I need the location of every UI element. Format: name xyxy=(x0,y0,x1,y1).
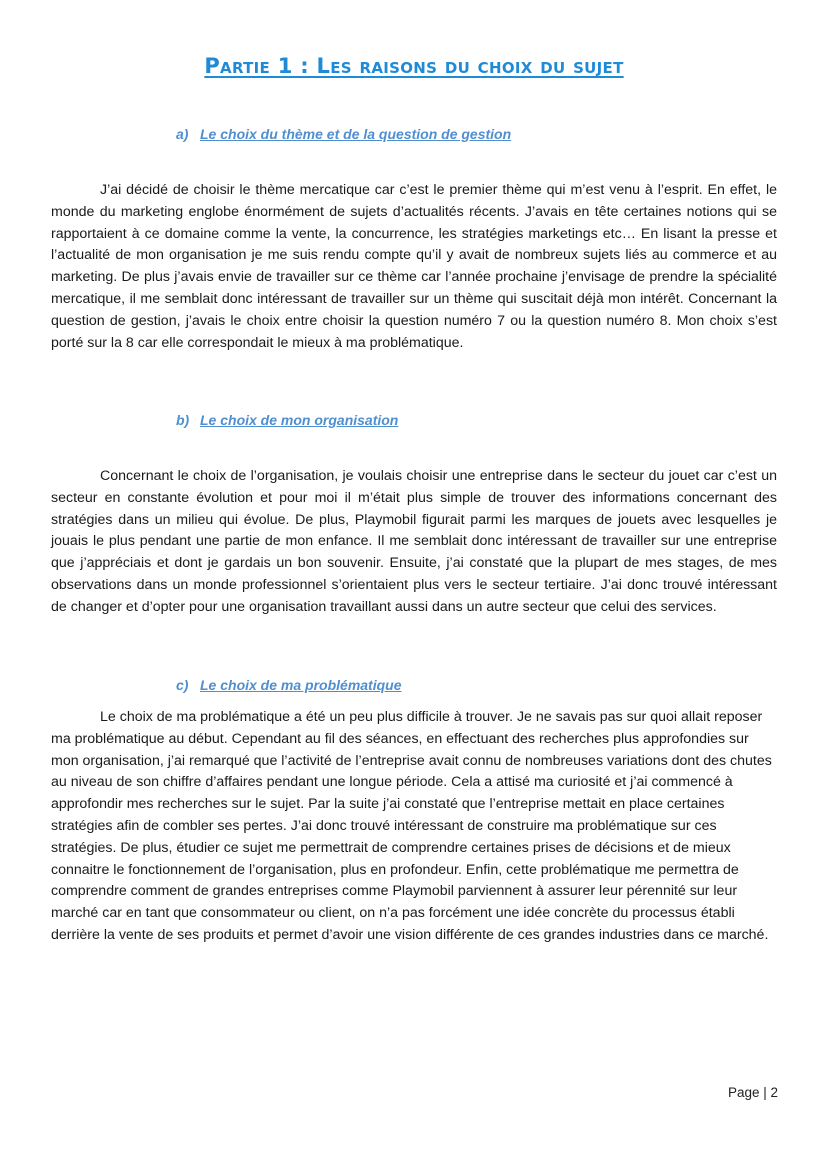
section-paragraph-b: Concernant le choix de l’organisation, je voulais choisir une entreprise dans le secteur du jouet car c’est un secteur en constante évolution et pour moi il m’était plus simple de trouver des informations concernant des stratégies dans un milieu qui évolue. De plus, Playmobil figurait parmi les marques de jouets avec lesquelles je jouais le plus pendant une partie de mon enfance. Il me semblait donc intéressant de travailler sur une entreprise que j’appréciais et dont je gardais un bon souvenir. Ensuite, j’ai constaté que la plupart de mes stages, de mes observations dans un monde professionnel s’orientaient plus vers le secteur tertiaire. J’ai donc trouvé intéressant de changer et d’opter pour une organisation travaillant aussi dans un autre secteur que celui des services. xyxy=(51,468,777,615)
section-heading-text: Le choix de mon organisation xyxy=(200,412,399,428)
section-heading-text: Le choix de ma problématique xyxy=(200,677,402,693)
section-letter: b) xyxy=(176,412,190,428)
section-heading-b xyxy=(176,412,398,428)
section-paragraph-c: Le choix de ma problématique a été un peu plus difficile à trouver. Je ne savais pas sur quoi allait reposer ma problématique au début. Cependant au fil des séances, en effectuant des recherches plus approfondies sur mon organisation, j’ai remarqué que l’activité de l’entreprise avait connu de nombreuses variations dont des chutes au niveau de son chiffre d’affaires pendant une longue période. Cela a attisé ma curiosité et j’ai commencé à approfondir mes recherches sur le sujet. Par la suite j’ai constaté que l’entreprise mettait en place certaines stratégies afin de combler ses pertes. J’ai donc trouvé intéressant de construire ma problématique sur ces stratégies. De plus, étudier ce sujet me permettrait de comprendre certaines prises de décisions et de mieux connaitre le fonctionnement de l’organisation, plus en profondeur. Enfin, cette problématique me permettra de comprendre comment de grandes entreprises comme Playmobil parviennent à assurer leur pérennité sur leur marché car en tant que consommateur ou client, on n’a pas forcément une idée concrète du processus établi derrière la vente de ses produits et permet d’avoir une vision différente de ces grandes industries dans ce marché. xyxy=(51,709,772,943)
section-paragraph-a: J’ai décidé de choisir le thème mercatique car c’est le premier thème qui m’est venu à l’esprit. En effet, le monde du marketing englobe énormément de sujets d’actualités récents. J’avais en tête certaines notions qui se rapportaient à ce domaine comme la vente, la concurrence, les stratégies marketings etc… En lisant la presse et l’actualité de mon organisation je me suis rendu compte qu’il y avait de nombreux sujets liés au commerce et au marketing. De plus j’avais envie de travailler sur ce thème car l’année prochaine j’envisage de prendre la spécialité mercatique, il me semblait donc intéressant de travailler sur un thème qui suscitait déjà mon intérêt. Concernant la question de gestion, j’avais le choix entre choisir la question numéro 7 ou la question numéro 8. Mon choix s’est porté sur la 8 car elle correspondait le mieux à ma problématique. xyxy=(51,182,777,351)
section-heading-a xyxy=(176,126,511,142)
section-heading-text: Le choix du thème et de la question de gestion xyxy=(200,126,512,142)
section-heading-c xyxy=(176,677,402,693)
section-letter: a) xyxy=(176,126,189,142)
page-number: Page | 2 xyxy=(727,1085,778,1100)
page-title: Partie 1 : Les raisons du choix du sujet xyxy=(204,54,624,78)
section-letter: c) xyxy=(176,677,189,693)
